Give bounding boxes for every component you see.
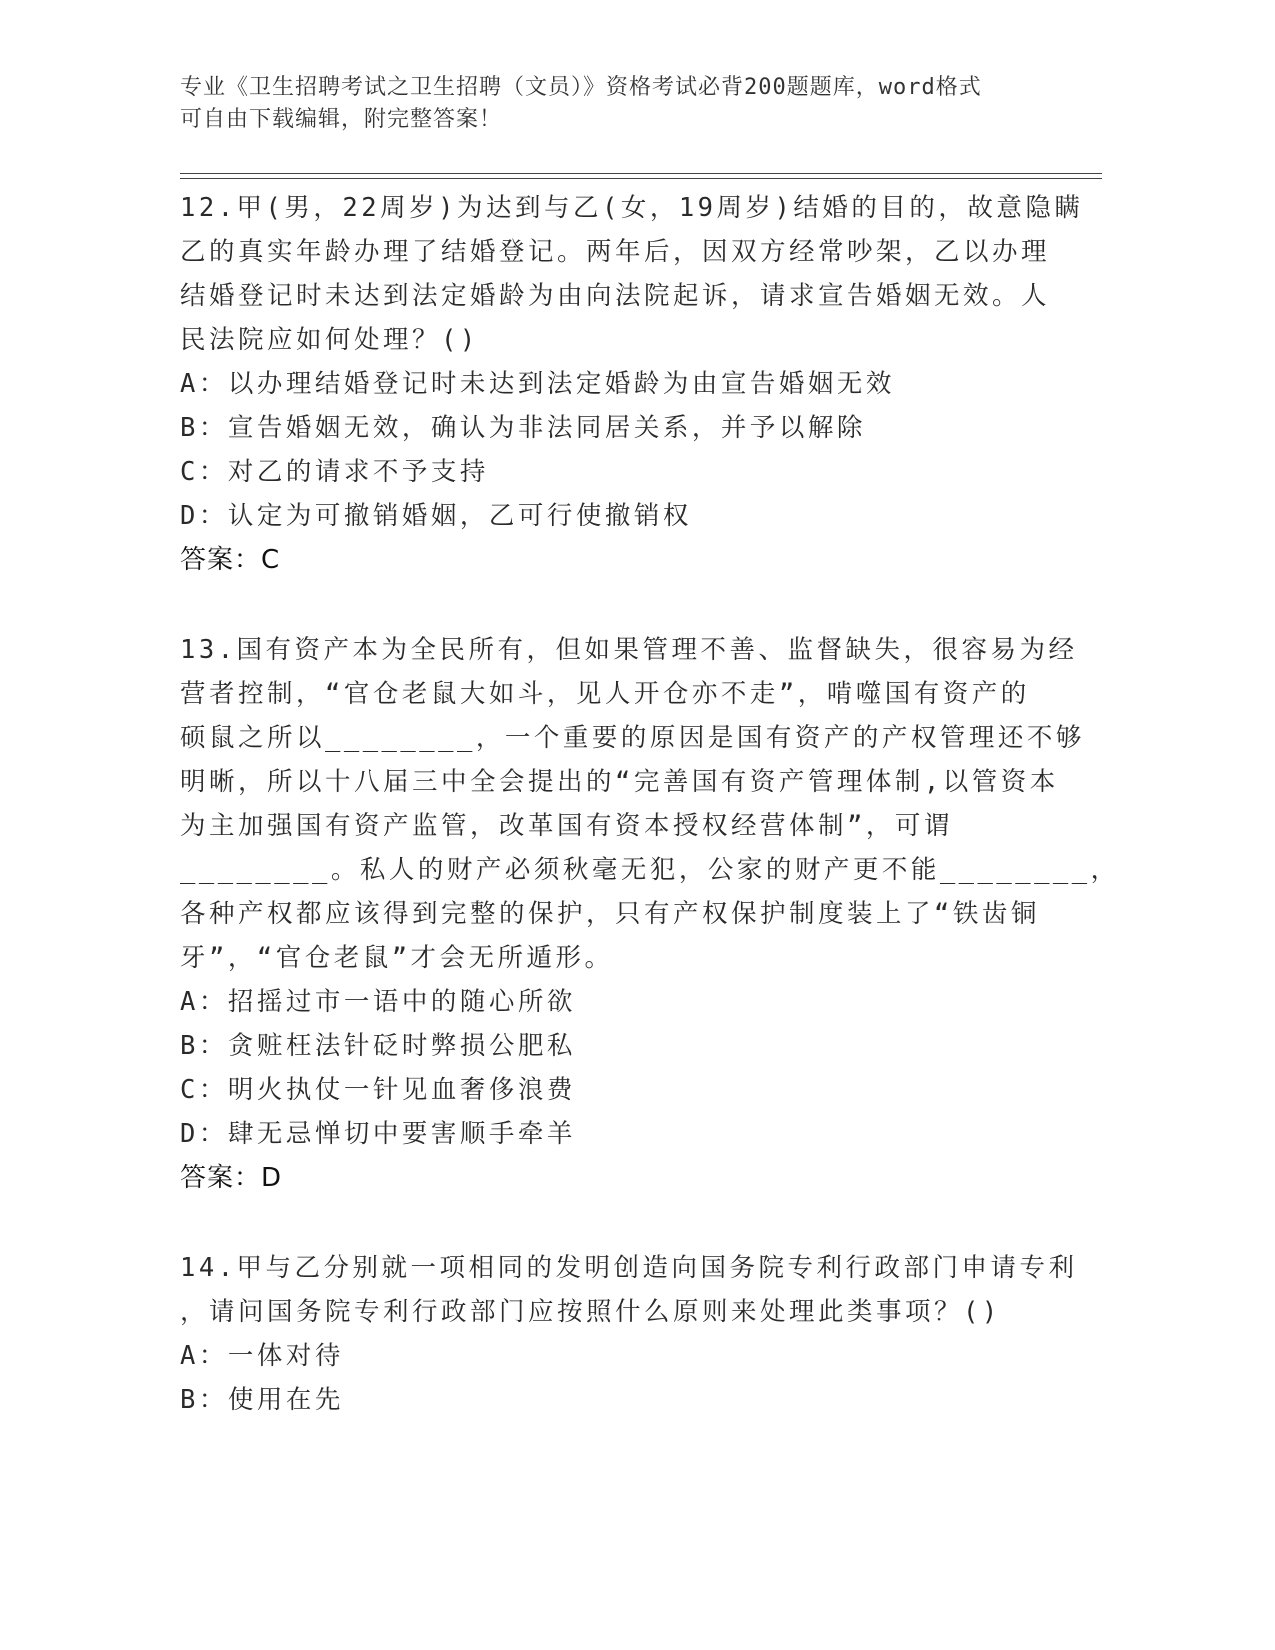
header-subtitle-line: 可自由下载编辑，附完整答案！ xyxy=(180,107,503,132)
question-14 xyxy=(180,1246,1080,1422)
answer-text: 答案：D xyxy=(180,1163,283,1193)
option-a: A：一体对待 xyxy=(180,1341,344,1371)
question-stem-line: 14.甲与乙分别就一项相同的发明创造向国务院专利行政部门申请专利 xyxy=(180,1253,1078,1283)
question-stem-line: 各种产权都应该得到完整的保护，只有产权保护制度装上了“铁齿铜 xyxy=(180,899,1040,929)
question-stem-line: 明晰，所以十八届三中全会提出的“完善国有资产管理体制,以管资本 xyxy=(180,767,1059,797)
question-stem-line: 乙的真实年龄办理了结婚登记。两年后，因双方经常吵架，乙以办理 xyxy=(180,237,1051,267)
question-stem-line: 牙”，“官仓老鼠”才会无所遁形。 xyxy=(180,943,614,973)
question-stem-line: ，请问国务院专利行政部门应按照什么原则来处理此类事项？() xyxy=(180,1297,1001,1327)
document-header xyxy=(180,72,1080,136)
question-stem-line: 硕鼠之所以________，一个重要的原因是国有资产的产权管理还不够 xyxy=(180,723,1085,753)
option-b: B：使用在先 xyxy=(180,1385,344,1415)
option-b: B：贪赃枉法针砭时弊损公肥私 xyxy=(180,1031,576,1061)
option-c: C：明火执仗一针见血奢侈浪费 xyxy=(180,1075,576,1105)
header-divider-top xyxy=(180,173,1102,174)
question-13 xyxy=(180,628,1120,1200)
question-list xyxy=(180,186,1120,1468)
option-b: B：宣告婚姻无效，确认为非法同居关系，并予以解除 xyxy=(180,413,866,443)
question-stem-line: 为主加强国有资产监管，改革国有资本授权经营体制”，可谓 xyxy=(180,811,953,841)
option-d: D：肆无忌惮切中要害顺手牵羊 xyxy=(180,1119,576,1149)
question-stem-line: 营者控制，“官仓老鼠大如斗，见人开仓亦不走”，啃噬国有资产的 xyxy=(180,679,1030,709)
option-a: A：招摇过市一语中的随心所欲 xyxy=(180,987,576,1017)
option-a: A：以办理结婚登记时未达到法定婚龄为由宣告婚姻无效 xyxy=(180,369,895,399)
question-stem-line: 民法院应如何处理？() xyxy=(180,325,479,355)
question-12 xyxy=(180,186,1084,582)
answer-text: 答案：C xyxy=(180,545,281,575)
option-d: D：认定为可撤销婚姻，乙可行使撤销权 xyxy=(180,501,692,531)
header-title-line: 专业《卫生招聘考试之卫生招聘（文员）》资格考试必背200题题库，word格式 xyxy=(180,75,982,100)
question-stem-line: 13.国有资产本为全民所有，但如果管理不善、监督缺失，很容易为经 xyxy=(180,635,1078,665)
question-stem-line: 12.甲(男，22周岁)为达到与乙(女，19周岁)结婚的目的，故意隐瞒 xyxy=(180,193,1084,223)
question-stem-line: ________。私人的财产必须秋毫无犯，公家的财产更不能________， xyxy=(180,855,1120,885)
question-stem-line: 结婚登记时未达到法定婚龄为由向法院起诉，请求宣告婚姻无效。人 xyxy=(180,281,1051,311)
option-c: C：对乙的请求不予支持 xyxy=(180,457,489,487)
header-divider-bottom xyxy=(180,178,1102,179)
